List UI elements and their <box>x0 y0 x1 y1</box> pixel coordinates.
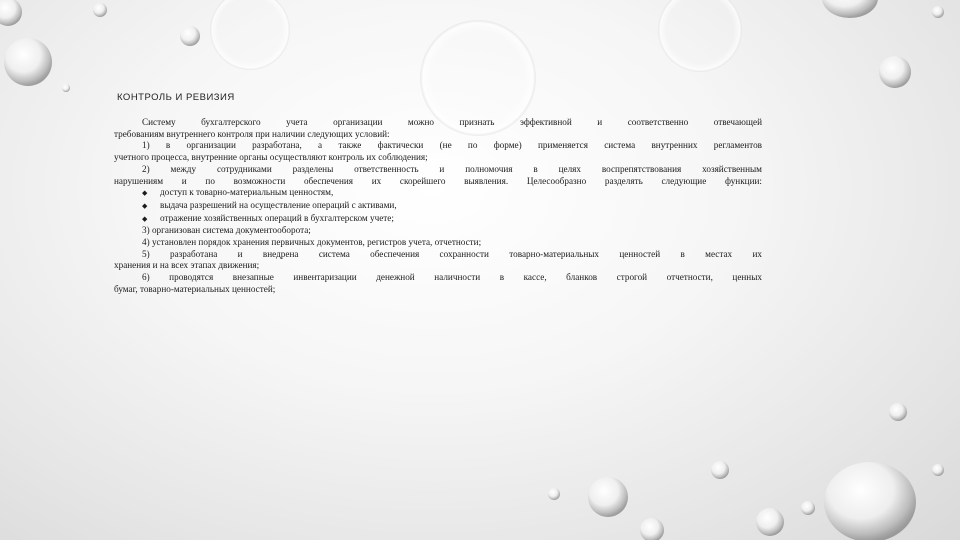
document-line <box>114 152 762 164</box>
document-line <box>114 117 762 129</box>
document-line <box>114 284 762 296</box>
document-line <box>114 200 762 213</box>
line-text: 1) в организации разработана, а также фактически (не по форме) применяется система внутренних регламентов <box>142 140 762 151</box>
bullet-icon: ◆ <box>142 201 148 210</box>
document-line <box>114 164 762 176</box>
line-text: учетного процесса, внутренние органы осуществляют контроль их соблюдения; <box>114 152 428 163</box>
line-text: нарушениям и по возможности обеспечения их скорейшего выявления. Целесообразно разделять следующие функции: <box>114 175 762 186</box>
line-text: доступ к товарно-материальным ценностям, <box>160 187 334 198</box>
document-line <box>114 225 762 237</box>
document-line <box>114 213 762 226</box>
slide-heading: КОНТРОЛЬ И РЕВИЗИЯ <box>117 92 235 103</box>
document-line <box>114 129 762 141</box>
line-text: хранения и на всех этапах движения; <box>114 260 260 271</box>
line-text: отражение хозяйственных операций в бухгалтерском учете; <box>160 212 394 223</box>
line-text: 2) между сотрудниками разделены ответственность и полномочия в целях воспрепятствования хозяйственным <box>142 163 762 174</box>
document-line <box>114 176 762 188</box>
bullet-icon: ◆ <box>142 189 148 198</box>
line-text: выдача разрешений на осуществление операций с активами, <box>160 199 397 210</box>
document-line <box>114 260 762 272</box>
document-body <box>114 117 762 296</box>
line-text: бумаг, товарно-материальных ценностей; <box>114 283 276 294</box>
line-text: требованиям внутреннего контроля при наличии следующих условий: <box>114 128 390 139</box>
line-text: 6) проводятся внезапные инвентаризации денежной наличности в кассе, бланков строгой отчетности, ценных <box>142 272 762 283</box>
slide-text-block <box>114 92 762 296</box>
document-line <box>114 140 762 152</box>
document-line <box>114 187 762 200</box>
line-text: 3) организован система документооборота; <box>142 225 311 236</box>
document-line <box>114 272 762 284</box>
line-text: 5) разработана и внедрена система обеспечения сохранности товарно-материальных ценностей в местах их <box>142 248 762 259</box>
bullet-icon: ◆ <box>142 214 148 223</box>
line-text: 4) установлен порядок хранения первичных документов, регистров учета, отчетности; <box>142 237 482 248</box>
document-line <box>114 237 762 249</box>
line-text: Систему бухгалтерского учета организации можно признать эффективной и соответственно отвечающей <box>142 117 762 127</box>
document-line <box>114 249 762 261</box>
